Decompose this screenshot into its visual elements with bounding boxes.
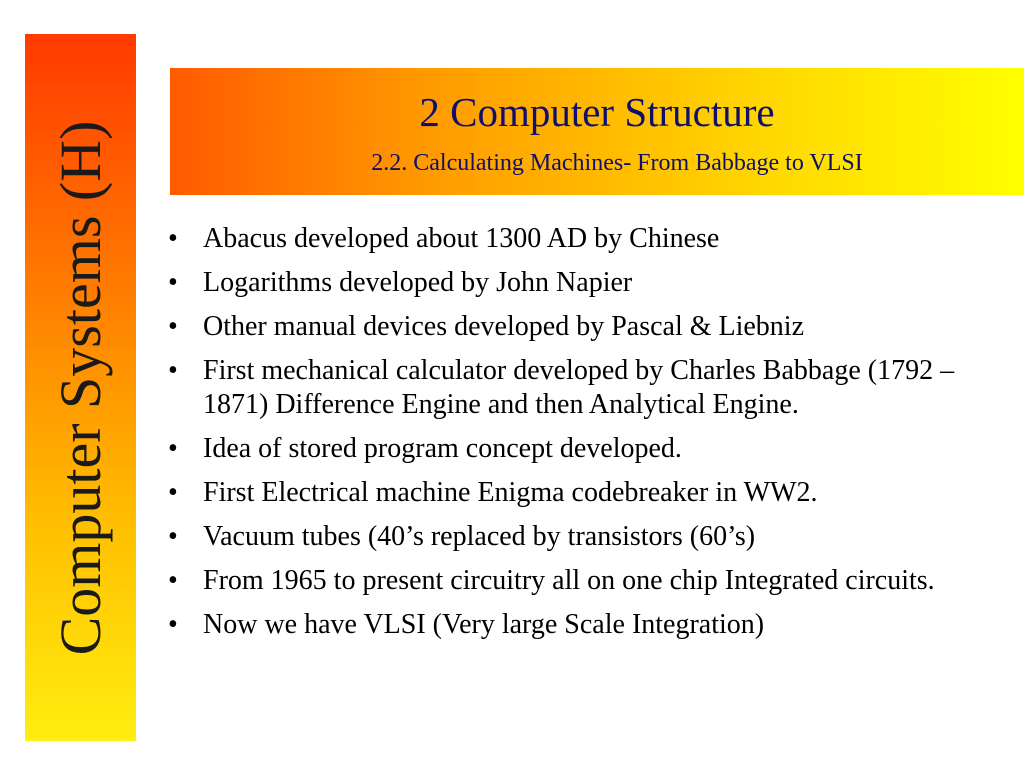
bullet-text: Vacuum tubes (40’s replaced by transistors (60’s) — [203, 521, 756, 552]
bullet-item-vacuum-tubes — [160, 520, 990, 554]
slide-title: 2 Computer Structure — [419, 89, 775, 135]
bullet-text: Idea of stored program concept developed. — [203, 433, 682, 464]
slide-subtitle: 2.2. Calculating Machines- From Babbage to VLSI — [371, 150, 863, 176]
side-banner-text: Computer Systems (H) — [47, 120, 113, 655]
bullet-item-integrated-circuits — [160, 564, 990, 598]
bullet-marker: • — [168, 433, 178, 464]
bullet-item-babbage — [160, 354, 990, 422]
bullet-marker: • — [168, 223, 178, 254]
bullet-marker: • — [168, 521, 178, 552]
bullet-marker: • — [168, 609, 178, 640]
bullet-item-manual-devices — [160, 310, 990, 344]
bullet-list — [160, 222, 990, 652]
side-banner — [25, 34, 136, 741]
bullet-item-stored-program — [160, 432, 990, 466]
bullet-text: From 1965 to present circuitry all on one chip Integrated circuits. — [203, 565, 935, 596]
bullet-item-vlsi — [160, 608, 990, 642]
bullet-marker: • — [168, 311, 178, 342]
bullet-text: Logarithms developed by John Napier — [203, 267, 633, 298]
bullet-text: Other manual devices developed by Pascal & Liebniz — [203, 311, 805, 342]
bullet-text: Abacus developed about 1300 AD by Chinese — [203, 223, 720, 254]
bullet-text: Now we have VLSI (Very large Scale Integration) — [203, 609, 765, 640]
bullet-item-abacus — [160, 222, 990, 256]
bullet-text: First Electrical machine Enigma codebreaker in WW2. — [203, 477, 818, 508]
bullet-item-enigma — [160, 476, 990, 510]
bullet-text: First mechanical calculator developed by Charles Babbage (1792 – 1871) Difference Engine and then Analytical Engine. — [203, 355, 955, 420]
bullet-marker: • — [168, 267, 178, 298]
bullet-item-logarithms — [160, 266, 990, 300]
slide-header — [170, 68, 1024, 195]
bullet-marker: • — [168, 355, 178, 386]
bullet-marker: • — [168, 565, 178, 596]
bullet-marker: • — [168, 477, 178, 508]
